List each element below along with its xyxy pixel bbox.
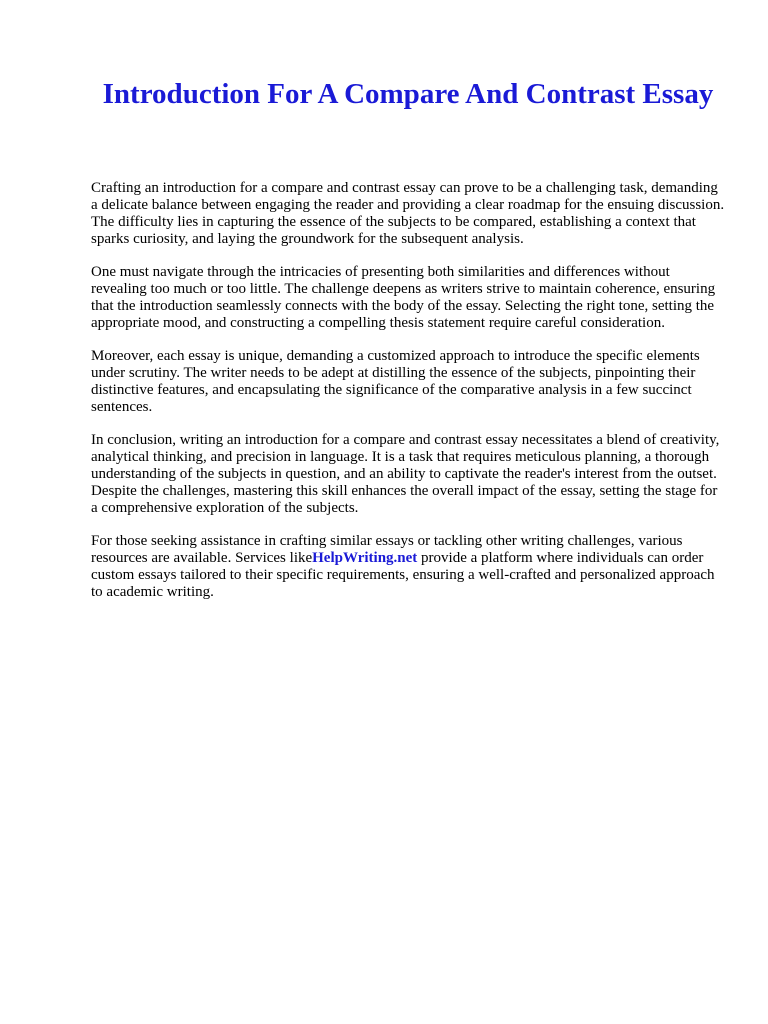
paragraph-3: Moreover, each essay is unique, demanding a customized approach to introduce the specific elements under scrutiny. The writer needs to be adept at distilling the essence of the subjects, pinpointing their distinctive features, and encapsulating the significance of the comparative analysis in a few succinct sentences.: [91, 348, 700, 415]
paragraph-2: One must navigate through the intricacies of presenting both similarities and differences without revealing too much or too little. The challenge deepens as writers strive to maintain coherence, ensuring that the introduction seamlessly connects with the body of the essay. Selecting the right tone, setting the appropriate mood, and constructing a compelling thesis statement require careful consideration.: [91, 264, 716, 331]
paragraph-5-after-link: provide a platform where individuals can order custom essays tailored to their specific requirements, ensuring a well-crafted and personalized approach to academic writing.: [91, 550, 715, 600]
helpwriting-link[interactable]: HelpWriting.net: [312, 550, 418, 566]
paragraph-5: [91, 533, 727, 601]
paragraph-5-before-link: For those seeking assistance in crafting similar essays or tackling other writing challenges, various resources are available. Services like: [91, 533, 683, 566]
paragraph-1: Crafting an introduction for a compare and contrast essay can prove to be a challenging task, demanding a delicate balance between engaging the reader and providing a clear roadmap for the ensuing discussion. The difficulty lies in capturing the essence of the subjects to be compared, establishing a context that sparks curiosity, and laying the groundwork for the subsequent analysis.: [91, 180, 725, 247]
document-body: [91, 180, 727, 617]
document-title: Introduction For A Compare And Contrast Essay: [102, 78, 714, 110]
paragraph-4: In conclusion, writing an introduction for a compare and contrast essay necessitates a blend of creativity, analytical thinking, and precision in language. It is a task that requires meticulous planning, a thorough understanding of the subjects in question, and an ability to captivate the reader's interest from the outset. Despite the challenges, mastering this skill enhances the overall impact of the essay, setting the stage for a comprehensive exploration of the subjects.: [91, 432, 720, 516]
